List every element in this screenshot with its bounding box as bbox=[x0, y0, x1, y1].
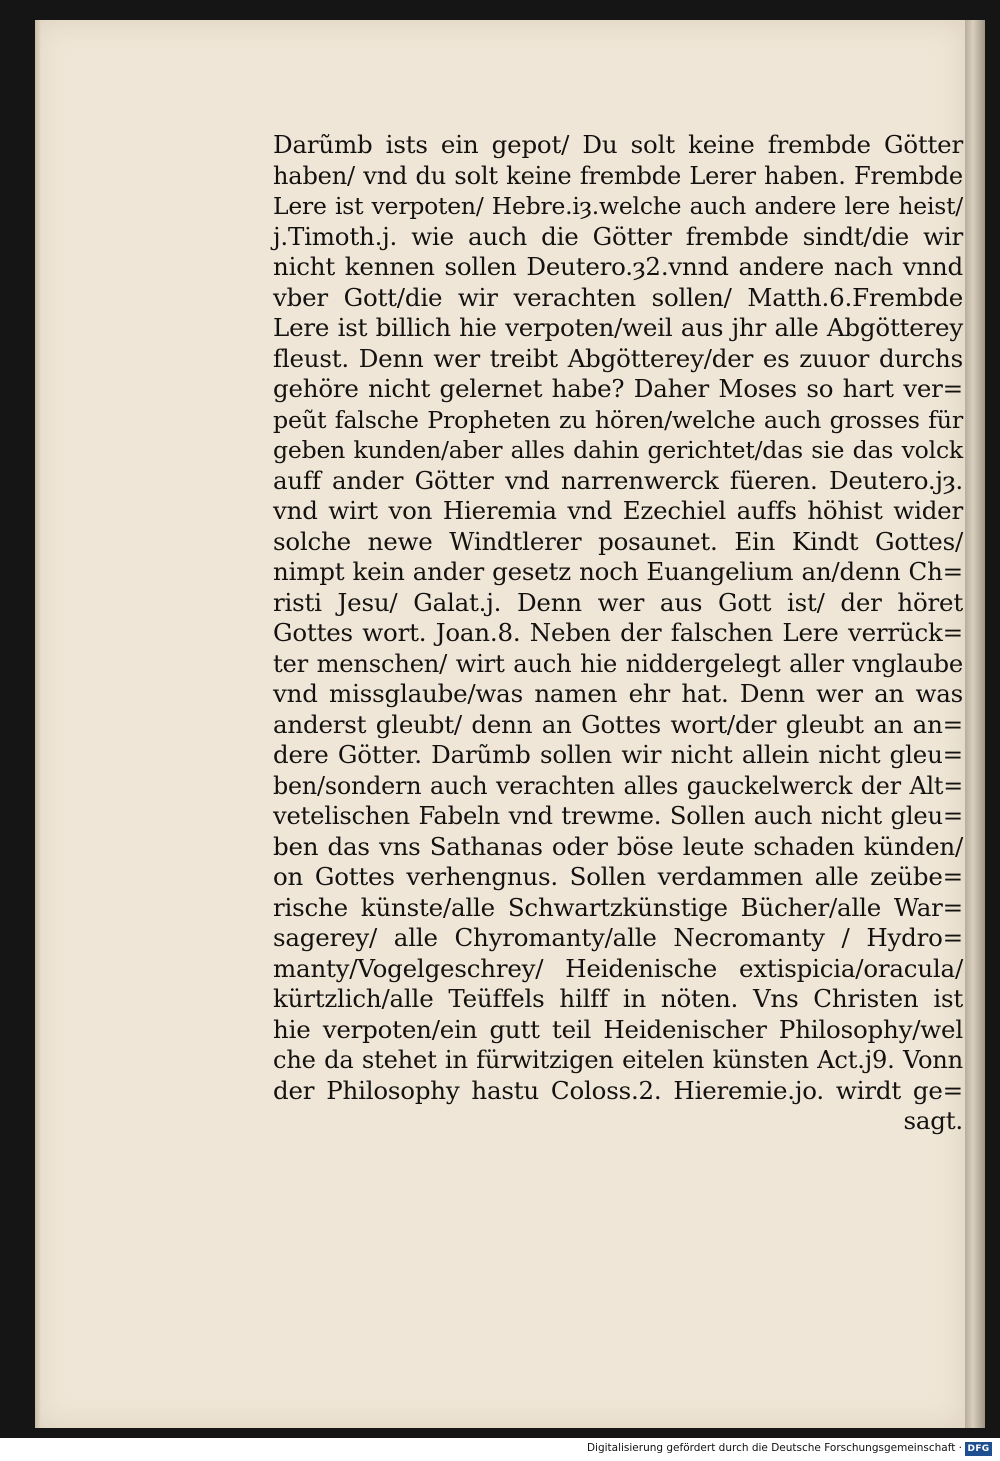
text-line: geben kunden/aber alles dahin gerichtet/das sie das volck bbox=[273, 436, 963, 464]
text-line: Gottes wort. Joan.8. Neben der falschen Lere verrück= bbox=[273, 618, 963, 647]
text-line: vber Gott/die wir verachten sollen/ Matth.6.Frembde bbox=[273, 282, 963, 312]
text-line: fleust. Denn wer treibt Abgötterey/der es zuuor durchs bbox=[273, 343, 963, 373]
text-line: che da stehet in fürwitzigen eitelen künsten Act.j9. Vonn bbox=[273, 1046, 963, 1074]
catchword: sagt. bbox=[903, 1106, 963, 1135]
text-line: vetelischen Fabeln vnd trewme. Sollen auch nicht gleu= bbox=[273, 802, 963, 830]
text-line: ben das vns Sathanas oder böse leute schaden künden/ bbox=[273, 831, 963, 861]
text-line: Lere ist verpoten/ Hebre.iȝ.welche auch andere lere heist/ bbox=[273, 192, 963, 220]
text-line: solche newe Windtlerer posaunet. Ein Kindt Gottes/ bbox=[273, 526, 963, 556]
text-line: hie verpoten/ein gutt teil Heidenischer Philosophy/wel bbox=[273, 1014, 963, 1044]
text-line: sagerey/ alle Chyromanty/alle Necromanty / Hydro= bbox=[273, 923, 963, 952]
text-line: j.Timoth.j. wie auch die Götter frembde sindt/die wir bbox=[273, 221, 963, 251]
text-line: auff ander Götter vnd narrenwerck füeren. Deutero.jȝ. bbox=[273, 465, 963, 495]
text-line: vnd wirt von Hieremia vnd Ezechiel auffs höhist wider bbox=[273, 496, 963, 525]
digitization-footer bbox=[0, 1438, 1000, 1461]
page-gutter-shadow bbox=[35, 20, 41, 1428]
text-line: haben/ vnd du solt keine frembde Lerer haben. Frembde bbox=[273, 161, 963, 190]
funding-notice: Digitalisierung gefördert durch die Deutsche Forschungsgemeinschaft · bbox=[586, 1442, 962, 1454]
text-line: ter menschen/ wirt auch hie niddergelegt aller vnglaube bbox=[273, 649, 963, 678]
page-edge bbox=[965, 20, 985, 1428]
text-line: ben/sondern auch verachten alles gauckelwerck der Alt= bbox=[273, 771, 963, 800]
text-line: vnd missglaube/was namen ehr hat. Denn wer an was bbox=[273, 679, 963, 708]
dfg-logo: DFG bbox=[965, 1442, 992, 1456]
text-line: anderst gleubt/ denn an Gottes wort/der gleubt an an= bbox=[273, 709, 963, 739]
page-text-block bbox=[273, 130, 963, 1137]
text-line: manty/Vogelgeschrey/ Heidenische extispicia/oracula/ bbox=[273, 953, 963, 983]
text-line: dere Götter. Darũmb sollen wir nicht allein nicht gleu= bbox=[273, 740, 963, 769]
text-line: peũt falsche Propheten zu hören/welche auch grosses für bbox=[273, 405, 963, 434]
text-line: nicht kennen sollen Deutero.ȝ2.vnnd andere nach vnnd bbox=[273, 252, 963, 281]
text-line: risti Jesu/ Galat.j. Denn wer aus Gott ist/ der höret bbox=[273, 587, 963, 617]
text-line: Lere ist billich hie verpoten/weil aus jhr alle Abgötterey bbox=[273, 313, 963, 342]
text-line: gehöre nicht gelernet habe? Daher Moses so hart ver= bbox=[273, 374, 963, 403]
text-line: rische künste/alle Schwartzkünstige Bücher/alle War= bbox=[273, 892, 963, 922]
text-line: Darũmb ists ein gepot/ Du solt keine frembde Götter bbox=[273, 130, 963, 159]
text-line: der Philosophy hastu Coloss.2. Hieremie.jo. wirdt ge= bbox=[273, 1075, 963, 1105]
text-line: on Gottes verhengnus. Sollen verdammen alle zeübe= bbox=[273, 862, 963, 891]
text-line: kürtzlich/alle Teüffels hilff in nöten. Vns Christen ist bbox=[273, 984, 963, 1013]
text-line: nimpt kein ander gesetz noch Euangelium an/denn Ch= bbox=[273, 557, 963, 586]
